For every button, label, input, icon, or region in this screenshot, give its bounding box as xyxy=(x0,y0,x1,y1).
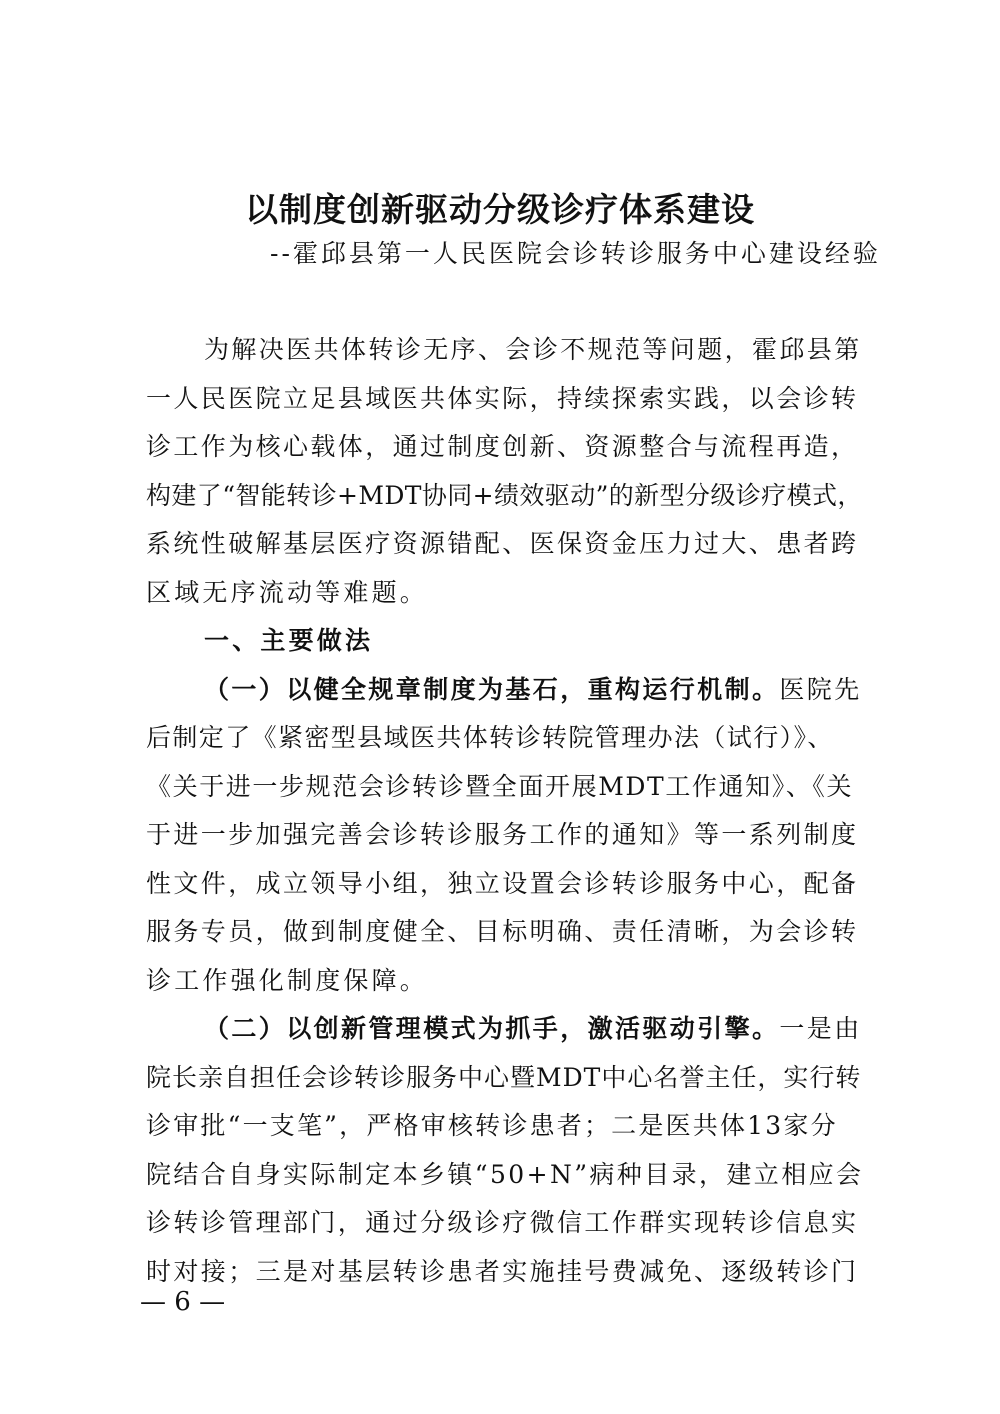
paragraph-line: 系统性破解基层医疗资源错配、医保资金压力过大、患者跨 xyxy=(146,529,859,558)
item-first-line xyxy=(146,666,862,715)
paragraph-line: 于进一步加强完善会诊转诊服务工作的通知》等一系列制度 xyxy=(146,820,859,849)
document-body xyxy=(146,326,862,1296)
item-lead-rest: 一是由 xyxy=(779,1014,862,1043)
section-heading: 一、主要做法 xyxy=(204,626,374,655)
paragraph-line: 《关于进一步规范会诊转诊暨全面开展MDT工作通知》、《关 xyxy=(146,771,854,801)
paragraph-line: 诊转诊管理部门，通过分级诊疗微信工作群实现转诊信息实 xyxy=(146,1208,859,1237)
item-lead: （一）以健全规章制度为基石，重构运行机制。 xyxy=(204,674,780,704)
item-lead: （二）以创新管理模式为抓手，激活驱动引擎。 xyxy=(204,1014,780,1043)
paragraph-line: 后制定了《紧密型县域医共体转诊转院管理办法（试行）》、 xyxy=(146,723,834,752)
paragraph-line: 构建了“智能转诊+MDT协同+绩效驱动”的新型分级诊疗模式， xyxy=(146,480,863,510)
document-title: 以制度创新驱动分级诊疗体系建设 xyxy=(245,190,755,229)
page-number: — 6 — xyxy=(140,1287,226,1317)
document-subtitle: --霍邱县第一人民医院会诊转诊服务中心建设经验 xyxy=(270,239,881,268)
paragraph-line: 诊工作强化制度保障。 xyxy=(146,965,429,995)
paragraph-line: 为解决医共体转诊无序、会诊不规范等问题，霍邱县第 xyxy=(204,335,862,364)
item-lead-rest: 医院先 xyxy=(779,674,862,704)
paragraph-line: 一人民医院立足县域医共体实际，持续探索实践，以会诊转 xyxy=(146,383,859,413)
paragraph-line: 区域无序流动等难题。 xyxy=(146,577,429,607)
paragraph-line: 服务专员，做到制度健全、目标明确、责任清晰，为会诊转 xyxy=(146,917,859,946)
item-first-line xyxy=(146,1005,862,1054)
paragraph-line: 性文件，成立领导小组，独立设置会诊转诊服务中心，配备 xyxy=(146,868,859,898)
paragraph-line: 院结合自身实际制定本乡镇“50+N”病种目录，建立相应会 xyxy=(146,1159,864,1189)
paragraph-line: 院长亲自担任会诊转诊服务中心暨MDT中心名誉主任，实行转 xyxy=(146,1062,862,1092)
paragraph-line: 诊工作为核心载体，通过制度创新、资源整合与流程再造， xyxy=(146,432,859,461)
paragraph-line: 诊审批“一支笔”，严格审核转诊患者；二是医共体13家分 xyxy=(146,1111,838,1140)
paragraph-line: 时对接；三是对基层转诊患者实施挂号费减免、逐级转诊门 xyxy=(146,1256,859,1286)
